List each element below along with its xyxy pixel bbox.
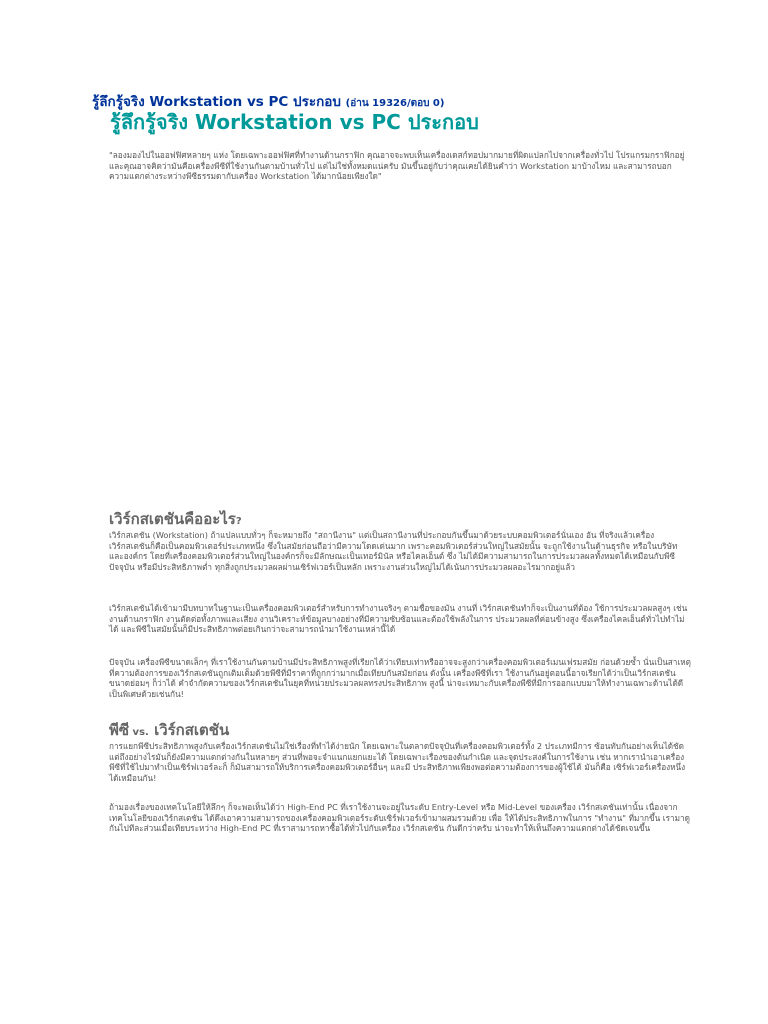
paragraph: ถ้ามองเรื่องของเทคโนโลยีให้ลึกๆ ก็จะพอเห็นได้ว่า High-End PC ที่เราใช้งานจะอยู่ในระดับ Entry-Level หรือ Mid-Level ของเครื่อง เวิร์กสเตชันเท่านั้น เนื่องจากเทคโนโลยีของเวิร์กสเตชัน ได้ดึงเอาความสามารถของเครื่องคอมพิวเตอร์ระดับเซิร์ฟเวอร์เข้ามาผสมรวมด้วย เพื่อ ให้ได้ประสิทธิภาพในการ "ทำงาน" ที่มากขึ้น เรามาดูกันไปทีละส่วนเมื่อเทียบระหว่าง High-End PC ที่เราสามารถหาซื้อได้ทั่วไปกับเครื่อง เวิร์กสเตชัน กันดีกว่าครับ น่าจะทำให้เห็นถึงความแตกต่างได้ชัดเจนขึ้น	[109, 802, 690, 834]
paragraph: เวิร์กสเตชันได้เข้ามามีบทบาทในฐานะเป็นเครื่องคอมพิวเตอร์สำหรับการทำงานจริงๆ ตามชื่อของมัน งานที่ เวิร์กสเตชันทำก็จะเป็นงานที่ต้อง ใช้การประมวลผลสูงๆ เช่น งานด้านกราฟิก งานตัดต่อทั้งภาพและเสียง งานวิเคราะห์ข้อมูลบางอย่างที่มีความซับซ้อนและต้องใช้พลังในการ ประมวลผลที่ค่อนข้างสูง ซึ่งเครื่องไคลเอ็นต์ทั่วไปทำไม่ได้ และพีซีในสมัยนั้นก็มีประสิทธิภาพต่อยเกินกว่าจะสามารถนำมาใช้งานเหล่านี้ได้	[109, 603, 688, 635]
section-heading-text: พีซี	[109, 721, 130, 739]
read-reply-count: (อ่าน 19326/ตอบ 0)	[345, 98, 445, 109]
article-lead: "ลองมองไปในออฟฟิศหลายๆ แห่ง โดยเฉพาะออฟฟิศที่ทำงานด้านกราฟิก คุณอาจจะพบเห็นเครื่องเดสก์ทอปมากมายที่ผิดแปลกไปจากเครื่องทั่วไป โปรแกรมกราฟิกอยู่ และคุณอาจคิดว่ามันคือเครื่องพีซีที่ใช้งานกันตามบ้านทั่วไป แต่ไม่ใช่ทั้งหมดแน่ครับ มันขึ้นอยู่กับว่าคุณเคยได้ยินคำว่า Workstation มาบ้างไหม และสามารถบอกความแตกต่างระหว่างพีซีธรรมดากับเครื่อง Workstation ได้มากน้อยเพียงใด"	[109, 150, 685, 182]
paragraph: เวิร์กสเตชัน (Workstation) ถ้าแปลแบบทั่วๆ ก็จะหมายถึง "สถานีงาน" แต่เป็นสถานีงานที่ประกอบกันขึ้นมาด้วยระบบคอมพิวเตอร์นั่นเอง อัน ที่จริงแล้วเครื่องเวิร์กสเตชันก็คือเป็นคอมพิวเตอร์ประเภทหนึ่ง ซึ่งในสมัยก่อนถือว่ามีความโดดเด่นมาก เพราะคอมพิวเตอร์ส่วนใหญ่ในสมัยนั้น จะถูกใช้งานในด้านธุรกิจ หรือในบริษัทและองค์กร โดยที่เครื่องคอมพิวเตอร์ส่วนใหญ่ในองค์กรก็จะมีลักษณะเป็นเทอร์มินัล หรือไคลเอ็นต์ ซึ่ง ไม่ได้มีความสามารถในการประมวลผลทั้งหมดได้เหมือนกับพีซีปัจจุบัน หรือมีประสิทธิภาพต่ำ ทุกสิ่งถูกประมวลผลผ่านเซิร์ฟเวอร์เป็นหลัก เพราะงานส่วนใหญ่ไม่ได้เน้นการประมวลผลอะไรมากอยู่แล้ว	[109, 530, 678, 572]
article-title: รู้ลึกรู้จริง Workstation vs PC ประกอบ	[110, 110, 479, 134]
paragraph: ปัจจุบัน เครื่องพีซีขนาดเล็กๆ ที่เราใช้งานกันตามบ้านมีประสิทธิภาพสูงที่เรียกได้ว่าเทียบเท่าหรืออาจจะสูงกว่าเครื่องคอมพิวเตอร์เมนเฟรมสมัย ก่อนด้วยซ้ำ นั่นเป็นสาเหตุที่ความต้องการของเวิร์กสเตชันถูกเติมเต็มด้วยพีซีที่มีราคาที่ถูกกว่ามากเมื่อเทียบกันสมัยก่อน ดังนั้น เครื่องพีซีที่เรา ใช้งานกันอยู่ตอนนี้อาจเรียกได้ว่าเป็นเวิร์กสเตชันขนาดย่อมๆ ก็ว่าได้ คำจำกัดความของเวิร์กสเตชันในยุคที่หน่วยประมวลผลทรงประสิทธิภาพ สูงนี้ น่าจะเหมาะกับเครื่องพีซีที่มีการออกแบบมาให้ทำงานเฉพาะด้านได้ดีเป็นพิเศษด้วยเช่นกัน!	[109, 657, 691, 699]
page-header-title: รู้ลึกรู้จริง Workstation vs PC ประกอบ	[92, 94, 341, 110]
section-heading-suffix: ?	[235, 516, 242, 527]
paragraph: การแยกพีซีประสิทธิภาพสูงกับเครื่องเวิร์กสเตชันไม่ใช่เรื่องที่ทำได้ง่ายนัก โดยเฉพาะในตลาดปัจจุบันที่เครื่องคอมพิวเตอร์ทั้ง 2 ประเภทมีการ ซ้อนทับกันอย่างเห็นได้ชัด แต่ถึงอย่างไรมันก็ยังมีความแตกต่างกันในหลายๆ ส่วนที่พอจะจำแนกแยกแยะได้ โดยเฉพาะเรื่องของต้นกำเนิด และจุดประสงค์ในการใช้งาน เช่น หากเรานำเอาเครื่องพีซีที่ใช้ไปมาทำเป็นเซิร์ฟเวอร์ละก็ ก็มันสามารถให้บริการเครื่องคอมพิวเตอร์อื่นๆ และมี ประสิทธิภาพเพียงพอต่อความต้องการของผู้ใช้ได้ มันก็คือ เซิร์ฟเวอร์เครื่องหนึ่งได้เหมือนกัน!	[109, 741, 686, 783]
section-heading-text: เวิร์กสเตชัน	[148, 721, 230, 739]
section-heading-what-is-workstation	[109, 507, 242, 531]
section-heading-pc-vs-workstation	[109, 718, 229, 742]
section-heading-text: เวิร์กสเตชันคืออะไร	[109, 510, 236, 528]
section-heading-vs: vs.	[129, 727, 149, 738]
